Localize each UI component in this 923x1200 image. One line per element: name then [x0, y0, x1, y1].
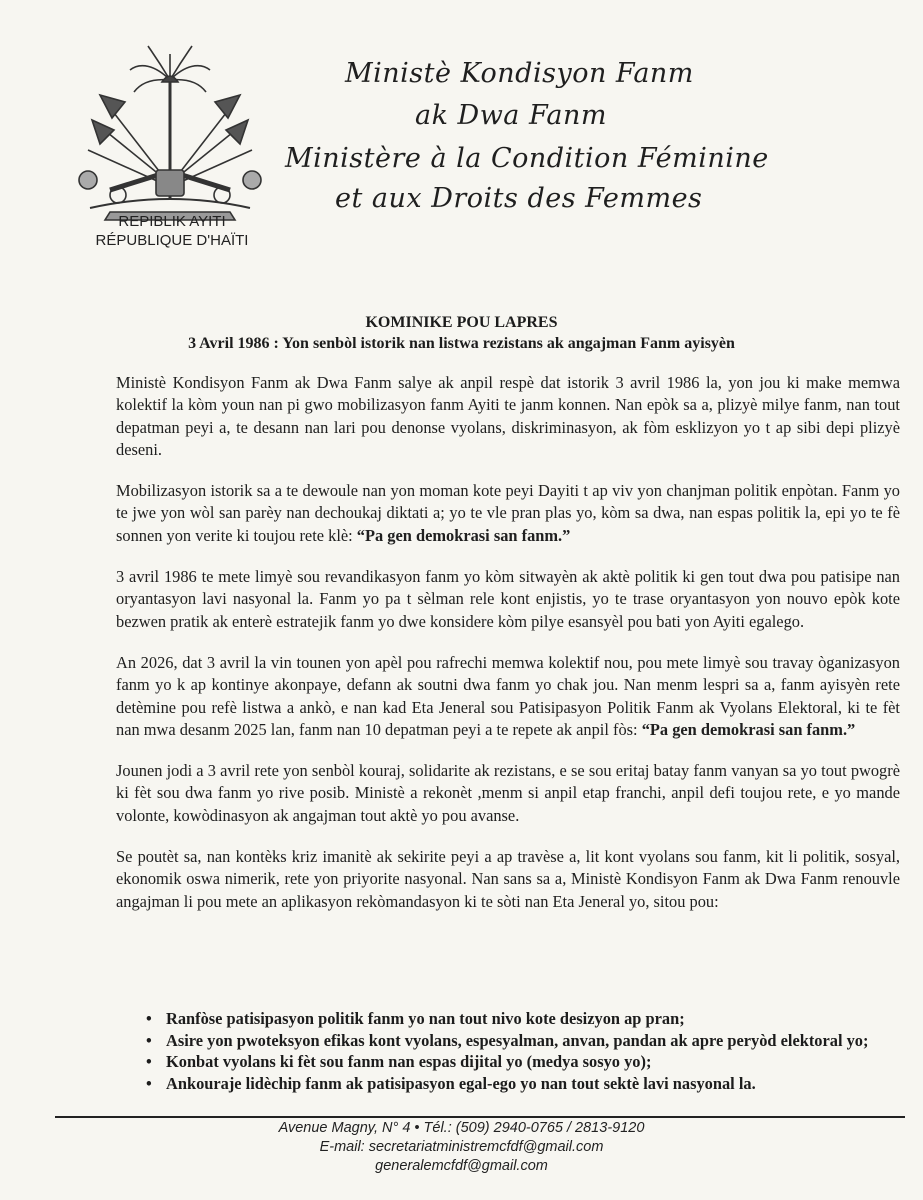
bullet-icon: • [146, 1030, 152, 1050]
paragraph-text: An 2026, dat 3 avril la vin tounen yon apèl pou rafrechi memwa kolektif nou, pou mete limyè sou travay òganizasyon fanm yo k ap kontinye akonpaye, defann ak soutni dwa fanm yo chak jou. Nan menm lespri sa a, fanm ayisyèn rete detèmine pou refè listwa a ankò, e nan kad Eta Jeneral sou Patisipasyon Politik Fanm ak Vyolans Elektoral, ki te fèt nan mwa desanm 2025 lan, fanm nan 10 depatman peyi a te repete ak anpil fòs: [116, 652, 900, 739]
republic-name [62, 212, 282, 250]
paragraph [116, 652, 900, 741]
paragraph: 3 avril 1986 te mete limyè sou revandikasyon fanm yo kòm sitwayèn ak aktè politik ki gen tout dwa pou patisipe nan oryantasyon lavi nasyonal la. Fanm yo pa t sèlman rele kont enjistis, yo te trase oryantasyon yon nouvo epòk kote bezwen pratik ak enterè estratejik fanm yo dwe konsidere kòm pilye esansyèl pou bati yon Ayiti egalego. [116, 567, 900, 631]
republic-name-french: RÉPUBLIQUE D'HAÏTI [95, 232, 249, 249]
bullet-icon: • [146, 1073, 152, 1093]
list-item: • Konbat vyolans ki fèt sou fanm nan espas dijital yo (medya sosyo yo); [146, 1052, 652, 1071]
ministry-name-line: Ministère à la Condition Féminine [285, 143, 769, 174]
communique-title: KOMINIKE POU LAPRES [365, 314, 558, 331]
footer-email: generalemcfdf@gmail.com [375, 1158, 548, 1174]
footer-address: Avenue Magny, N° 4 • Tél.: (509) 2940-0765 / 2813-9120 [278, 1120, 645, 1136]
list-item: • Ankouraje lidèchip fanm ak patisipasyon egal-ego yo nan tout sektè lavi nasyonal la. [146, 1073, 756, 1093]
haiti-coat-of-arms-icon [70, 40, 270, 225]
communique-subtitle: 3 Avril 1986 : Yon senbòl istorik nan listwa rezistans ak angajman Fanm ayisyèn [188, 335, 735, 352]
paragraph: Ministè Kondisyon Fanm ak Dwa Fanm salye ak anpil respè dat istorik 3 avril 1986 la, yon jou ki make memwa kolektif la kòm youn nan pi gwo mobilizasyon fanm Ayiti te janm konnen. Nan epòk sa a, plizyè milye fanm, nan tout depatman peyi a, te desann nan lari pou denonse vyolans, diskriminasyon, ak fòm esklizyon yo t ap sibi depi plizyè deseni. [116, 373, 900, 459]
recommendations-list [146, 1008, 906, 1094]
republic-name-kreyol: REPIBLIK AYITI [118, 213, 226, 230]
footer-divider [55, 1116, 905, 1118]
ministry-name-line: ak Dwa Fanm [415, 100, 607, 131]
slogan-quote: “Pa gen demokrasi san fanm.” [641, 719, 856, 739]
paragraph: Jounen jodi a 3 avril rete yon senbòl kouraj, solidarite ak rezistans, e se sou eritaj batay fanm vanyan sa yo tout pwogrè ki fèt sou dwa fanm yo rive posib. Ministè a rekonèt ,menm si anpil etap franchi, anpil defi toujou rete, e yo mande volonte, kowòdinasyon ak angajman tout aktè yo pou avanse. [116, 761, 900, 825]
ministry-name-line: et aux Droits des Femmes [335, 183, 703, 214]
bullet-icon: • [146, 1052, 152, 1071]
list-item: • Ranfòse patisipasyon politik fanm yo nan tout nivo kote desizyon ap pran; [146, 1009, 685, 1028]
communique-body [116, 372, 900, 932]
paragraph: Se poutèt sa, nan kontèks kriz imanitè ak sekirite peyi a ap travèse a, lit kont vyolans sou fanm, kit li politik, sosyal, ekonomik oswa nimerik, rete yon priyorite nasyonal. Nan sans sa a, Ministè Kondisyon Fanm ak Dwa Fanm renouvle angajman li pou mete an aplikasyon rekòmandasyon ki te sòti nan Eta Jeneral yo, sitou pou: [116, 847, 900, 911]
footer-email: E-mail: secretariatministremcfdf@gmail.com [319, 1139, 604, 1155]
list-item: • Asire yon pwoteksyon efikas kont vyolans, espesyalman, anvan, pandan ak apre peryòd elektoral yo; [146, 1030, 869, 1050]
paragraph [116, 480, 900, 547]
paragraph-text: Mobilizasyon istorik sa a te dewoule nan yon moman kote peyi Dayiti t ap viv yon chanjman politik enpòtan. Fanm yo te jwe yon wòl san parèy nan dechoukaj diktati a; yo te vle pran plas yo, kòm sa dwa, nan espas politik la, epi yo te fè sonnen yon verite ki toujou rete klè: [116, 481, 900, 545]
bullet-icon: • [146, 1009, 152, 1028]
slogan-quote: “Pa gen demokrasi san fanm.” [356, 525, 571, 545]
ministry-name-line: Ministè Kondisyon Fanm [345, 58, 694, 89]
